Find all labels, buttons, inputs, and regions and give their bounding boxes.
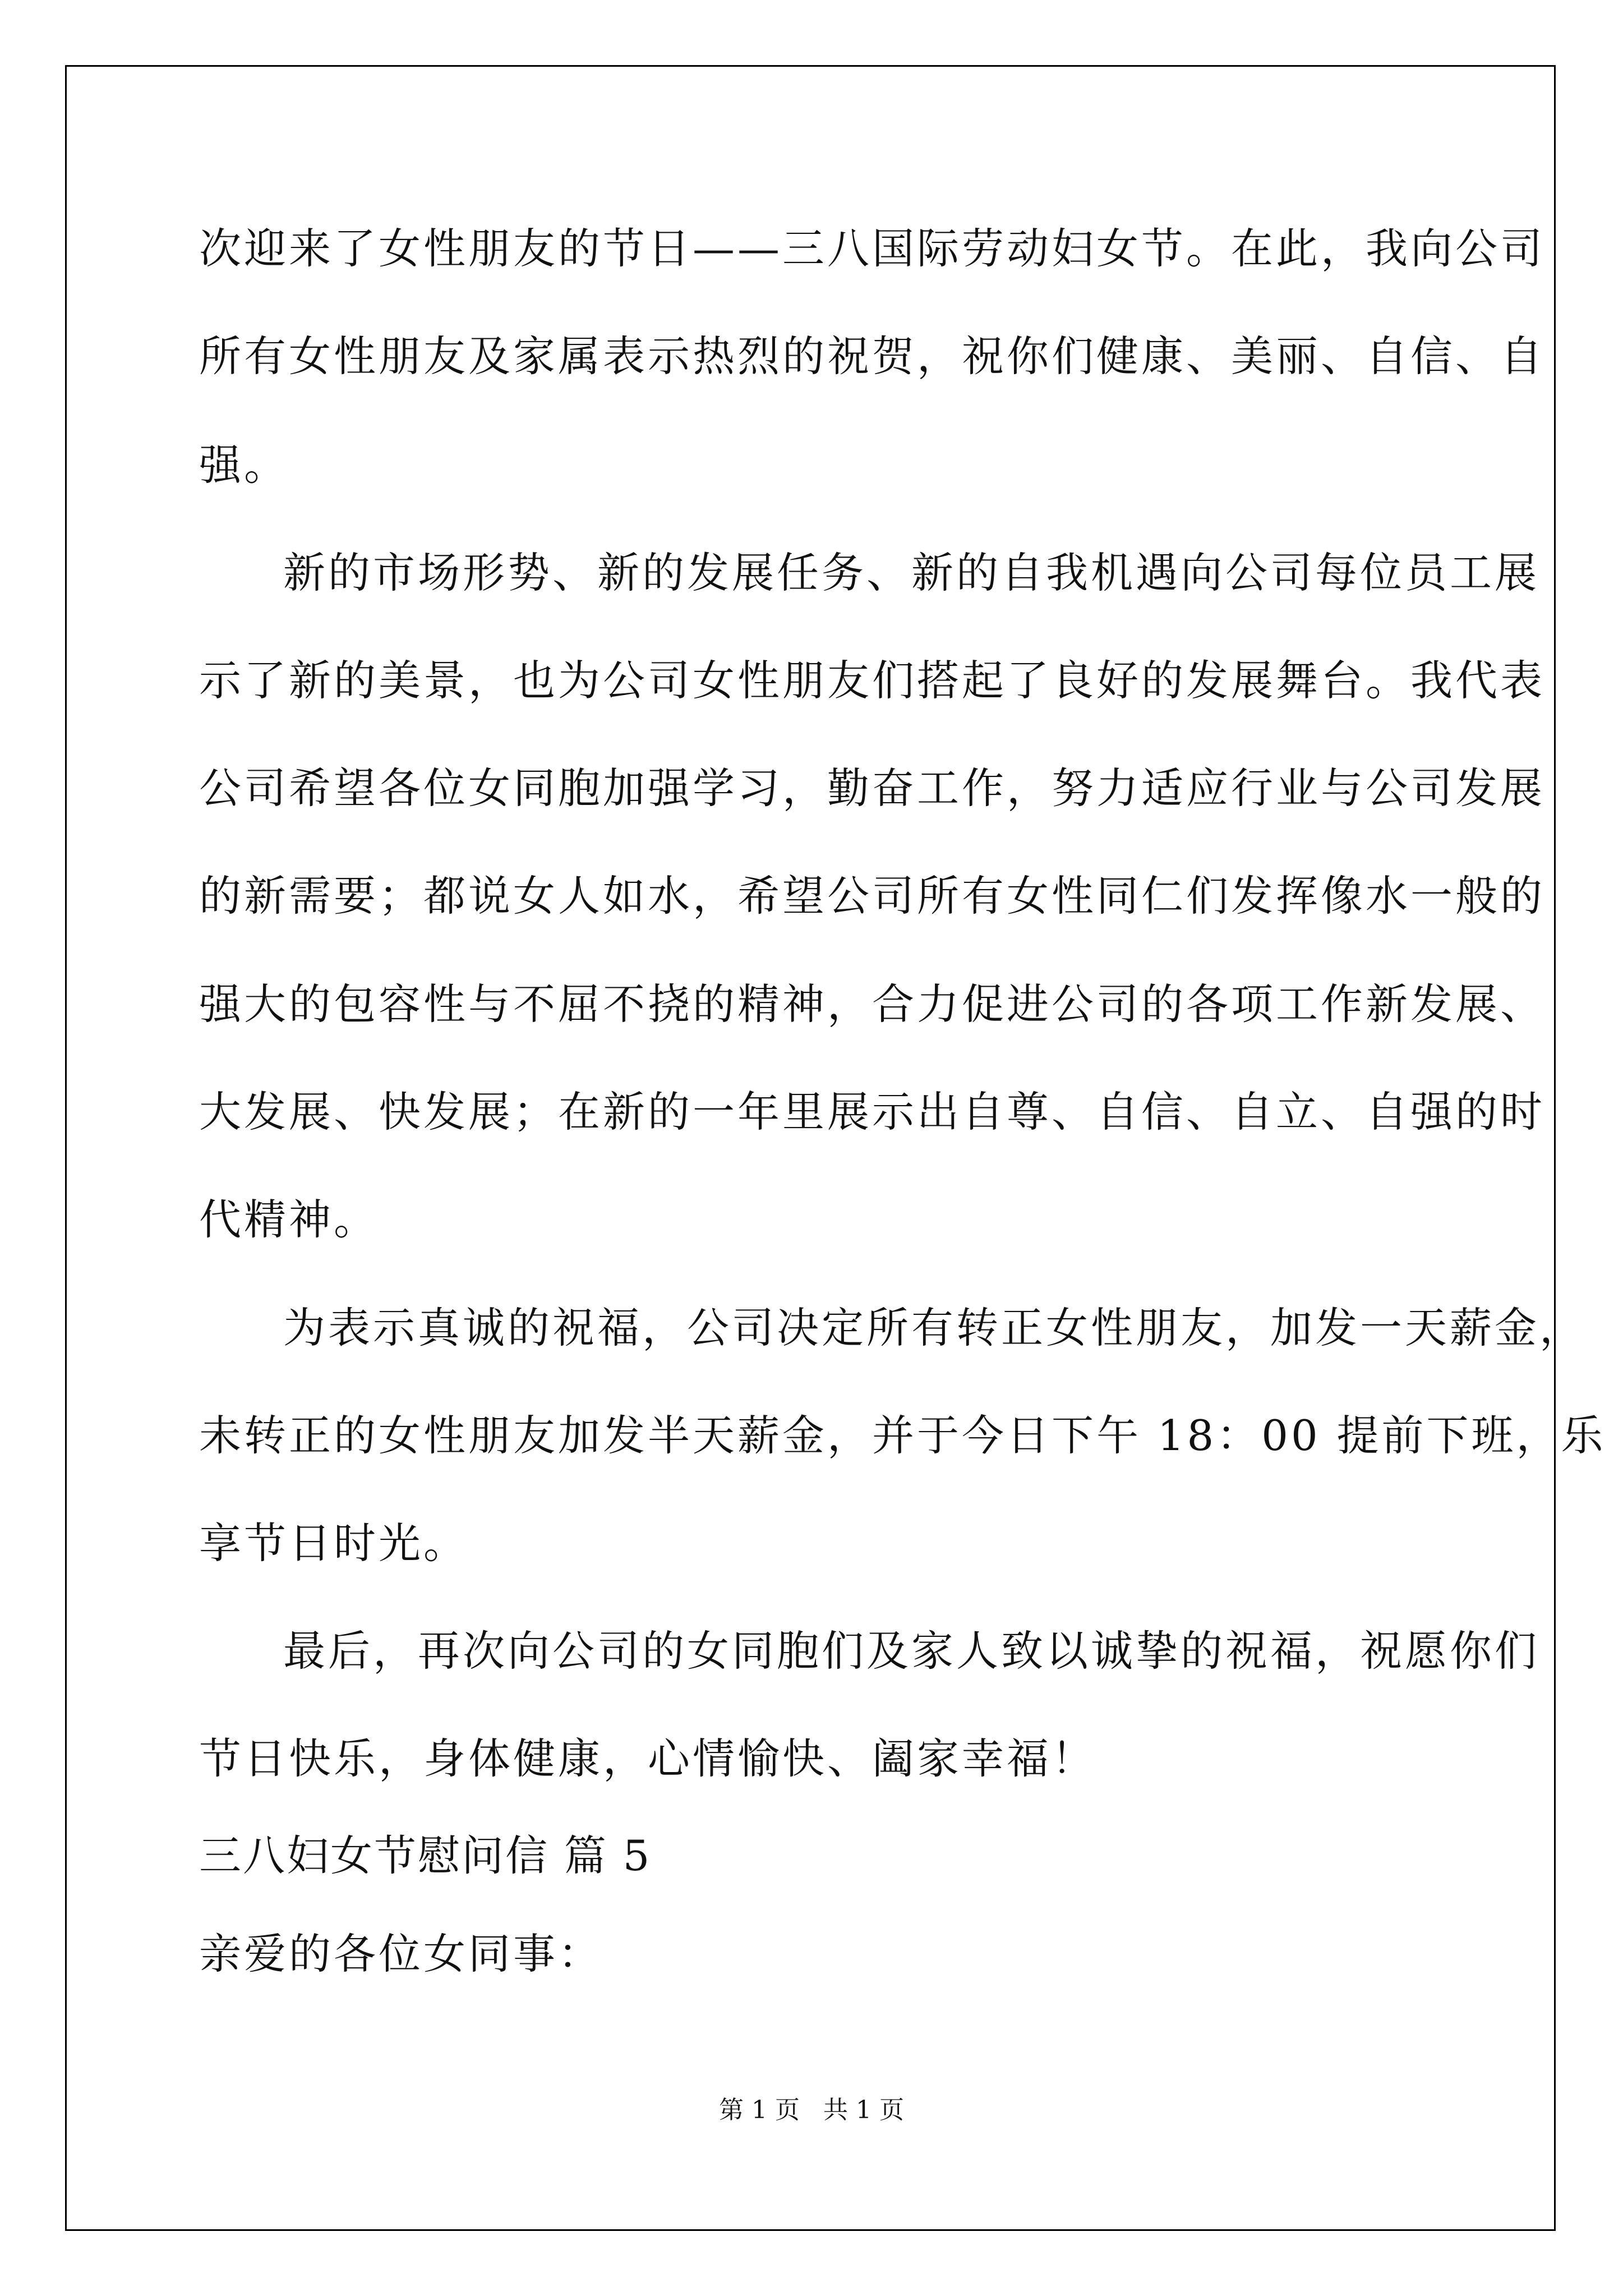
body-line: 所有女性朋友及家属表示热烈的祝贺，祝你们健康、美丽、自信、自 — [199, 332, 1546, 381]
salutation-line: 亲爱的各位女同事： — [199, 1929, 603, 1978]
section-heading: 三八妇女节慰问信 篇 5 — [199, 1831, 652, 1880]
page-border — [65, 65, 1556, 2231]
paragraph-start-line: 新的市场形势、新的发展任务、新的自我机遇向公司每位员工展 — [283, 548, 1540, 597]
paragraph-start-line: 最后，再次向公司的女同胞们及家人致以诚挚的祝福，祝愿你们 — [283, 1626, 1540, 1676]
body-line: 未转正的女性朋友加发半天薪金，并于今日下午 18：00 提前下班，乐 — [199, 1411, 1606, 1460]
body-line: 公司希望各位女同胞加强学习，勤奋工作，努力适应行业与公司发展 — [199, 763, 1546, 813]
body-line: 的新需要；都说女人如水，希望公司所有女性同仁们发挥像水一般的 — [199, 871, 1546, 921]
body-line: 强大的包容性与不屈不挠的精神，合力促进公司的各项工作新发展、 — [199, 979, 1546, 1029]
body-line: 代精神。 — [199, 1195, 379, 1244]
body-line: 节日快乐，身体健康，心情愉快、阖家幸福！ — [199, 1734, 1097, 1783]
body-line: 次迎来了女性朋友的节日——三八国际劳动妇女节。在此，我向公司 — [199, 224, 1546, 273]
page-footer: 第 1 页 共 1 页 — [719, 2096, 904, 2124]
body-line: 示了新的美景，也为公司女性朋友们搭起了良好的发展舞台。我代表 — [199, 656, 1546, 705]
body-line: 大发展、快发展；在新的一年里展示出自尊、自信、自立、自强的时 — [199, 1087, 1546, 1137]
paragraph-start-line: 为表示真诚的祝福，公司决定所有转正女性朋友，加发一天薪金， — [283, 1303, 1585, 1352]
body-line: 强。 — [199, 440, 289, 490]
body-line: 享节日时光。 — [199, 1519, 469, 1568]
